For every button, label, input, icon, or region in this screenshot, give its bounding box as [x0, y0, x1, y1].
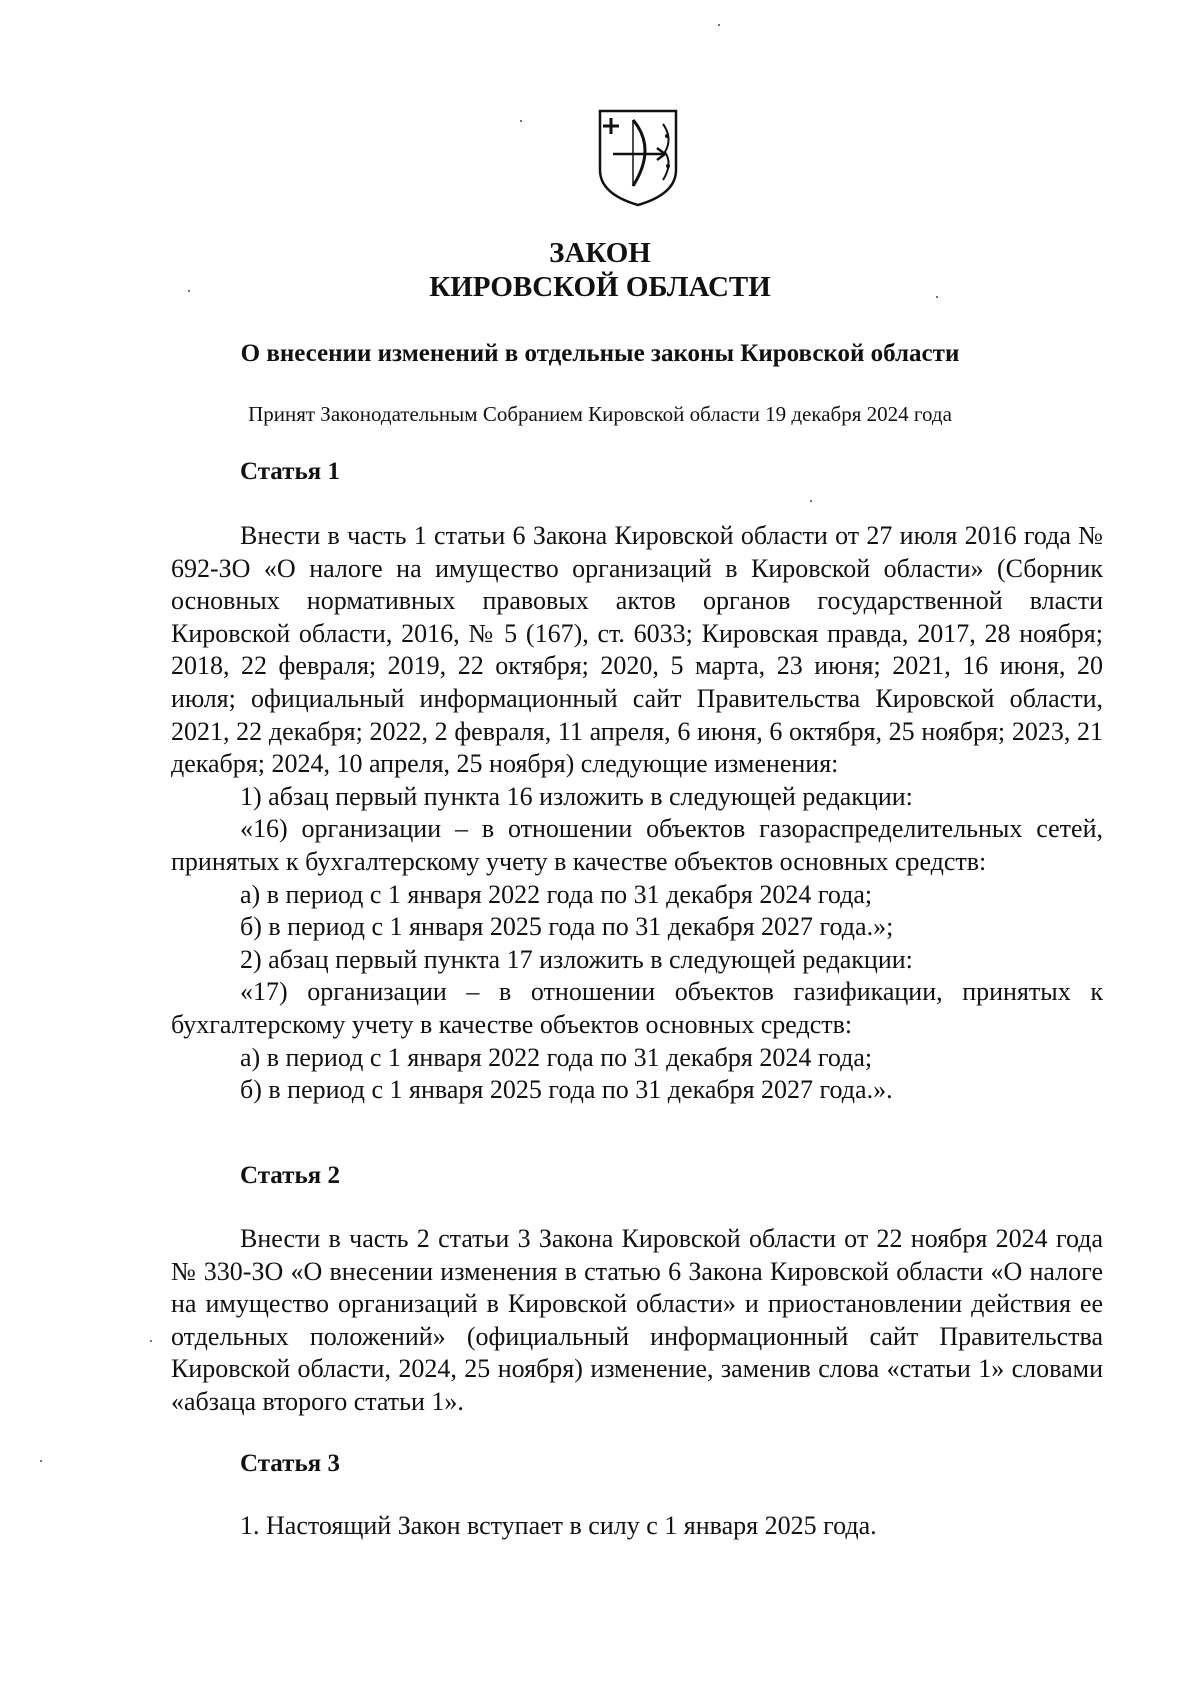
law-title: О внесении изменений в отдельные законы Кировской области — [240, 340, 960, 367]
scan-speck — [718, 24, 720, 26]
article-1-item: «16) организации – в отношении объектов газораспределительных сетей, принятых к бухгалтерскому учету в качестве объектов основных средств: — [171, 814, 1103, 876]
article-2-heading: Статья 2 — [240, 1162, 340, 1189]
article-3-body — [171, 1510, 1103, 1543]
article-3-text: 1. Настоящий Закон вступает в силу с 1 января 2025 года. — [240, 1511, 877, 1540]
scan-speck — [188, 290, 190, 292]
scan-speck — [810, 500, 812, 502]
scan-speck — [40, 1460, 42, 1462]
coat-of-arms-icon — [597, 108, 679, 208]
scan-speck — [150, 1340, 152, 1342]
article-1-item: б) в период с 1 января 2025 года по 31 декабря 2027 года.»; — [240, 912, 894, 942]
article-2-text: Внести в часть 2 статьи 3 Закона Кировской области от 22 ноября 2024 года № 330-ЗО «О внесении изменения в статью 6 Закона Кировской области «О налоге на имущество организаций в Кировской области» и приостановлении действия ее отдельных положений» (официальный информационный сайт Правительства Кировской области, 2024, 25 ноября) изменение, заменив слова «статьи 1» словами «абзаца второго статьи 1». — [171, 1224, 1103, 1416]
article-1-item: б) в период с 1 января 2025 года по 31 декабря 2027 года.». — [240, 1075, 893, 1105]
article-1-item: а) в период с 1 января 2022 года по 31 декабря 2024 года; — [240, 879, 873, 909]
article-1-item: «17) организации – в отношении объектов газификации, принятых к бухгалтерскому учету в качестве объектов основных средств: — [171, 977, 1103, 1039]
article-1-heading: Статья 1 — [240, 458, 340, 485]
scan-speck — [520, 120, 522, 122]
article-2-body — [171, 1223, 1103, 1419]
law-heading-line1: ЗАКОН — [549, 237, 651, 269]
article-1-body — [171, 520, 1103, 1107]
scan-speck — [936, 296, 938, 298]
article-1-item: 1) абзац первый пункта 16 изложить в следующей редакции: — [240, 781, 913, 811]
article-1-intro: Внести в часть 1 статьи 6 Закона Кировской области от 27 июля 2016 года № 692-ЗО «О налоге на имущество организаций в Кировской области» (Сборник основных нормативных правовых актов органов государственной власти Кировской области, 2016, № 5 (167), ст. 6033; Кировская правда, 2017, 28 ноября; 2018, 22 февраля; 2019, 22 октября; 2020, 5 марта, 23 июня; 2021, 16 июня, 20 июля; официальный информационный сайт Правительства Кировской области, 2021, 22 декабря; 2022, 2 февраля, 11 апреля, 6 июня, 6 октября, 25 ноября; 2023, 21 декабря; 2024, 10 апреля, 25 ноября) следующие изменения: — [171, 521, 1103, 779]
adoption-note: Принят Законодательным Собранием Кировской области 19 декабря 2024 года — [248, 402, 952, 426]
article-1-item: а) в период с 1 января 2022 года по 31 декабря 2024 года; — [240, 1042, 873, 1072]
article-1-item: 2) абзац первый пункта 17 изложить в следующей редакции: — [240, 944, 913, 974]
article-3-heading: Статья 3 — [240, 1450, 340, 1477]
law-heading-line2: КИРОВСКОЙ ОБЛАСТИ — [429, 271, 771, 303]
coat-of-arms-emblem — [597, 108, 679, 208]
